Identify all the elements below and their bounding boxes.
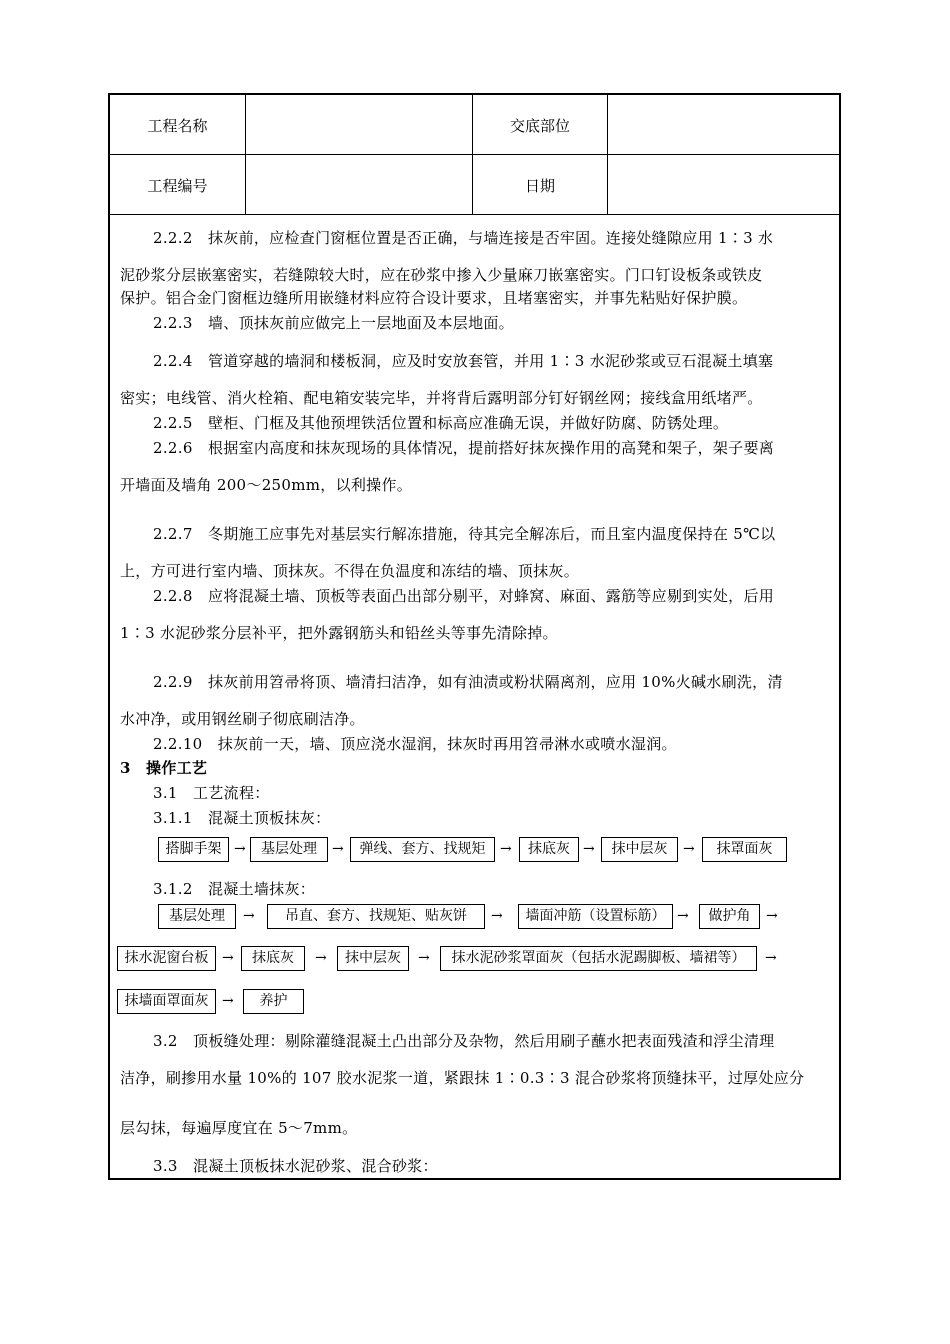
para-2-2-2-cont: 泥砂浆分层嵌塞密实，若缝隙较大时，应在砂浆中掺入少量麻刀嵌塞密实。门口钉设板条或铁皮 [120,266,763,284]
arrow-icon: → [500,841,512,857]
arrow-icon: → [677,908,689,924]
para-2-2-4: 2.2.4 管道穿越的墙洞和楼板洞，应及时安放套管，并用 1∶3 水泥砂浆或豆石混凝土填塞 [153,352,774,370]
handover-location-label: 交底部位 [509,116,570,135]
para-2-2-9: 2.2.9 抹灰前用笤帚将顶、墙清扫洁净，如有油渍或粉状隔离剂，应用 10%火碱水刷洗，清 [153,673,783,691]
para-3-2-cont: 层勾抹，每遍厚度宜在 5～7mm。 [120,1119,358,1137]
flow2-step: 吊直、套方、找规矩、贴灰饼 [267,904,485,929]
para-3-3: 3.3 混凝土顶板抹水泥砂浆、混合砂浆： [153,1157,438,1175]
date-field[interactable] [608,155,838,215]
para-2-2-10: 2.2.10 抹灰前一天，墙、顶应浇水湿润，抹灰时再用笤帚淋水或喷水湿润。 [153,735,677,753]
flow2-step: 抹中层灰 [337,946,409,971]
flow2-step: 抹墙面罩面灰 [117,989,216,1014]
para-2-2-2: 2.2.2 抹灰前，应检查门窗框位置是否正确，与墙连接是否牢固。连接处缝隙应用 1∶3 水 [153,229,774,247]
flow2-step: 养护 [243,989,304,1014]
para-2-2-3: 2.2.3 墙、顶抹灰前应做完上一层地面及本层地面。 [153,314,514,332]
arrow-icon: → [315,950,327,966]
arrow-icon: → [765,950,777,966]
para-2-2-2-cont: 保护。铝合金门窗框边缝所用嵌缝材料应符合设计要求，且堵塞密实，并事先粘贴好保护膜。 [120,289,748,307]
flow2-step: 抹底灰 [241,946,305,971]
arrow-icon: → [418,950,430,966]
section-3-heading: 3 操作工艺 [120,759,208,777]
handover-location-field[interactable] [608,95,838,155]
para-3-1-1: 3.1.1 混凝土顶板抹灰： [153,809,331,827]
arrow-icon: → [766,908,778,924]
flow1-step: 抹罩面灰 [702,837,787,862]
para-2-2-7-cont: 上，方可进行室内墙、顶抹灰。不得在负温度和冻结的墙、顶抹灰。 [120,562,580,580]
flow2-step: 抹水泥窗台板 [117,946,216,971]
arrow-icon: → [243,908,255,924]
flow1-step: 搭脚手架 [158,837,229,862]
flow1-step: 基层处理 [250,837,328,862]
project-name-label: 工程名称 [147,116,208,135]
project-no-label: 工程编号 [147,176,208,195]
para-2-2-8: 2.2.8 应将混凝土墙、顶板等表面凸出部分剔平，对蜂窝、麻面、露筋等应剔到实处，后用 [153,587,775,605]
arrow-icon: → [583,841,595,857]
arrow-icon: → [332,841,344,857]
arrow-icon: → [491,908,503,924]
para-3-2-cont: 洁净，刷掺用水量 10%的 107 胶水泥浆一道，紧跟抹 1∶0.3∶3 混合砂浆将顶缝抹平，过厚处应分 [120,1069,805,1087]
para-2-2-5: 2.2.5 壁柜、门框及其他预埋铁活位置和标高应准确无误，并做好防腐、防锈处理。 [153,414,729,432]
flow2-step: 墙面冲筋（设置标筋） [518,904,673,929]
para-2-2-9-cont: 水冲净，或用钢丝刷子彻底刷洁净。 [120,710,365,728]
arrow-icon: → [222,993,234,1009]
para-2-2-8-cont: 1∶3 水泥砂浆分层补平，把外露钢筋头和铅丝头等事先清除掉。 [120,624,558,642]
flow1-step: 抹中层灰 [601,837,678,862]
technical-handover-sheet [108,93,841,1180]
flow1-step: 弹线、套方、找规矩 [350,837,495,862]
para-2-2-6: 2.2.6 根据室内高度和抹灰现场的具体情况，提前搭好抹灰操作用的高凳和架子，架子要离 [153,439,775,457]
para-2-2-6-cont: 开墙面及墙角 200～250mm，以利操作。 [120,476,413,494]
flow2-step: 抹水泥砂浆罩面灰（包括水泥踢脚板、墙裙等） [440,946,757,971]
flow2-step: 基层处理 [158,904,236,929]
para-2-2-4-cont: 密实；电线管、消火栓箱、配电箱安装完毕，并将背后露明部分钉好钢丝网；接线盒用纸堵严。 [120,389,763,407]
para-3-1-2: 3.1.2 混凝土墙抹灰： [153,880,316,898]
date-label: 日期 [524,176,555,195]
para-3-2: 3.2 顶板缝处理：剔除灌缝混凝土凸出部分及杂物，然后用刷子蘸水把表面残渣和浮尘清理 [153,1032,775,1050]
project-no-field[interactable] [246,155,472,215]
arrow-icon: → [234,841,246,857]
arrow-icon: → [683,841,695,857]
flow1-step: 抹底灰 [519,837,579,862]
arrow-icon: → [222,950,234,966]
para-3-1: 3.1 工艺流程： [153,784,270,802]
flow2-step: 做护角 [699,904,760,929]
project-name-field[interactable] [246,95,472,155]
para-2-2-7: 2.2.7 冬期施工应事先对基层实行解冻措施，待其完全解冻后，而且室内温度保持在 5℃以 [153,525,776,543]
